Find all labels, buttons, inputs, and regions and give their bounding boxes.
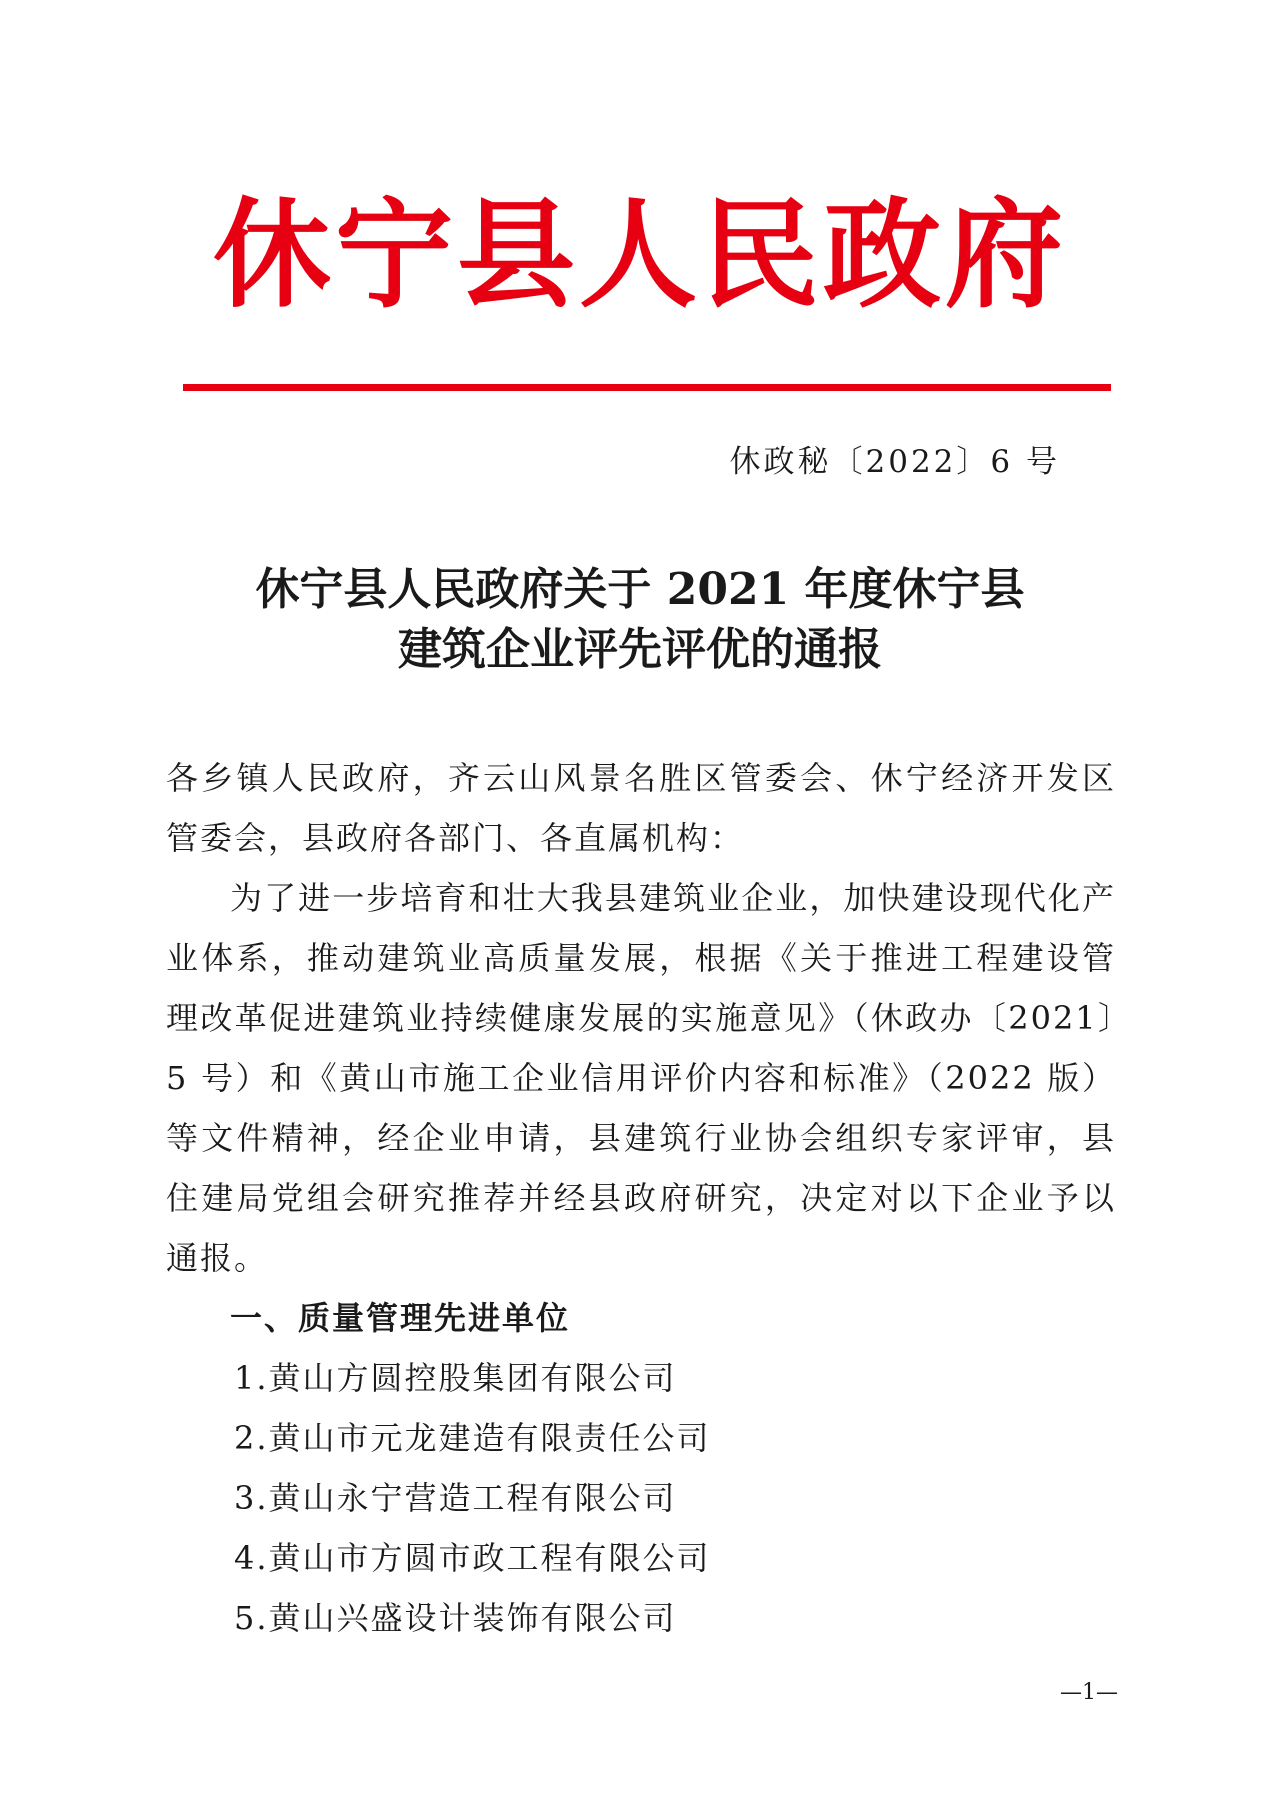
list-item: 1.黄山方圆控股集团有限公司 [234, 1359, 677, 1397]
issuing-authority-header: 休宁县人民政府 [212, 186, 1067, 324]
document-title [120, 560, 1160, 680]
list-item: 4.黄山市方圆市政工程有限公司 [234, 1539, 711, 1577]
red-divider-line [183, 384, 1111, 391]
section-heading: 一、质量管理先进单位 [230, 1299, 571, 1337]
list-item: 3.黄山永宁营造工程有限公司 [234, 1479, 677, 1517]
list-item: 2.黄山市元龙建造有限责任公司 [234, 1419, 711, 1457]
document-number: 休政秘〔2022〕6 号 [729, 444, 1060, 480]
document-body [166, 748, 1116, 1648]
body-paragraph: 为了进一步培育和壮大我县建筑业企业，加快建设现代化产业体系，推动建筑业高质量发展，根据《关于推进工程建设管理改革促进建筑业持续健康发展的实施意见》（休政办〔2021〕5 号）和《黄山市施工企业信用评价内容和标准》（2022 版）等文件精神，经企业申请，县建筑行业协会组织专家评审，县住建局党组会研究推荐并经县政府研究，决定对以下企业予以通报。 [166, 879, 1116, 1277]
document-title-line-2: 建筑企业评先评优的通报 [398, 624, 882, 675]
list-item: 5.黄山兴盛设计装饰有限公司 [234, 1599, 677, 1637]
document-title-line-1: 休宁县人民政府关于 2021 年度休宁县 [255, 564, 1025, 615]
salutation: 各乡镇人民政府，齐云山风景名胜区管委会、休宁经济开发区管委会，县政府各部门、各直属机构： [166, 759, 1116, 857]
page-number: —1— [1060, 1680, 1118, 1705]
